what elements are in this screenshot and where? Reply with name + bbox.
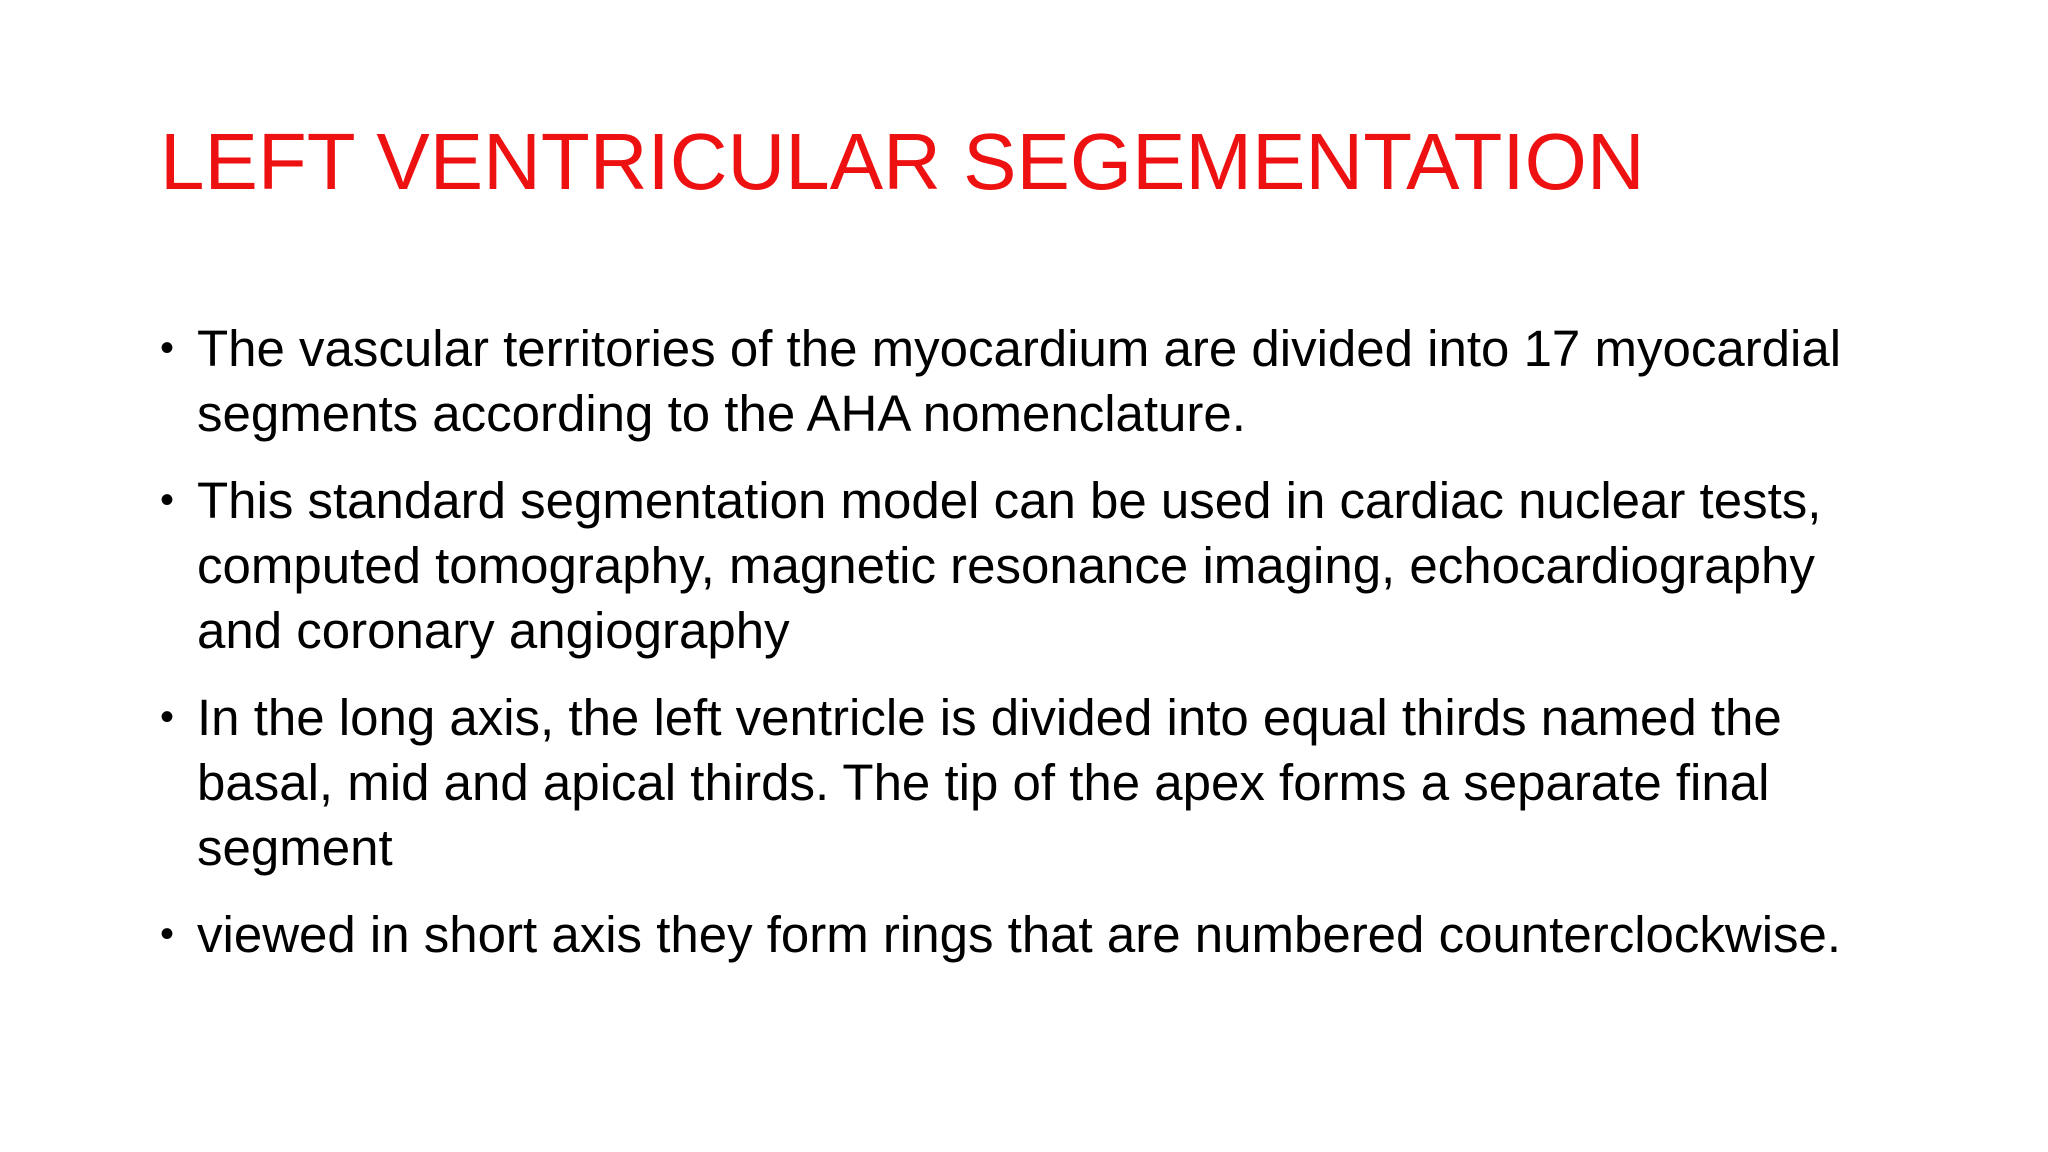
bullet-text: This standard segmentation model can be used in cardiac nuclear tests, computed tomography, magnetic resonance imaging, echocardiography and coronary angiography — [197, 472, 1822, 659]
bullet-dot-icon: • — [160, 912, 175, 956]
bullet-item — [160, 316, 1900, 446]
bullet-item — [160, 685, 1900, 880]
bullet-text: viewed in short axis they form rings that are numbered counterclockwise. — [197, 906, 1842, 963]
slide-title: LEFT VENTRICULAR SEGEMENTATION — [160, 117, 1645, 206]
bullet-item — [160, 468, 1900, 663]
bullet-item — [160, 902, 1900, 967]
bullet-dot-icon: • — [160, 695, 175, 739]
bullet-text: The vascular territories of the myocardium are divided into 17 myocardial segments according to the AHA nomenclature. — [197, 320, 1842, 442]
bullet-dot-icon: • — [160, 478, 175, 522]
bullet-dot-icon: • — [160, 326, 175, 370]
bullet-text: In the long axis, the left ventricle is divided into equal thirds named the basal, mid and apical thirds. The tip of the apex forms a separate final segment — [197, 689, 1782, 876]
bullet-list — [160, 316, 1900, 989]
